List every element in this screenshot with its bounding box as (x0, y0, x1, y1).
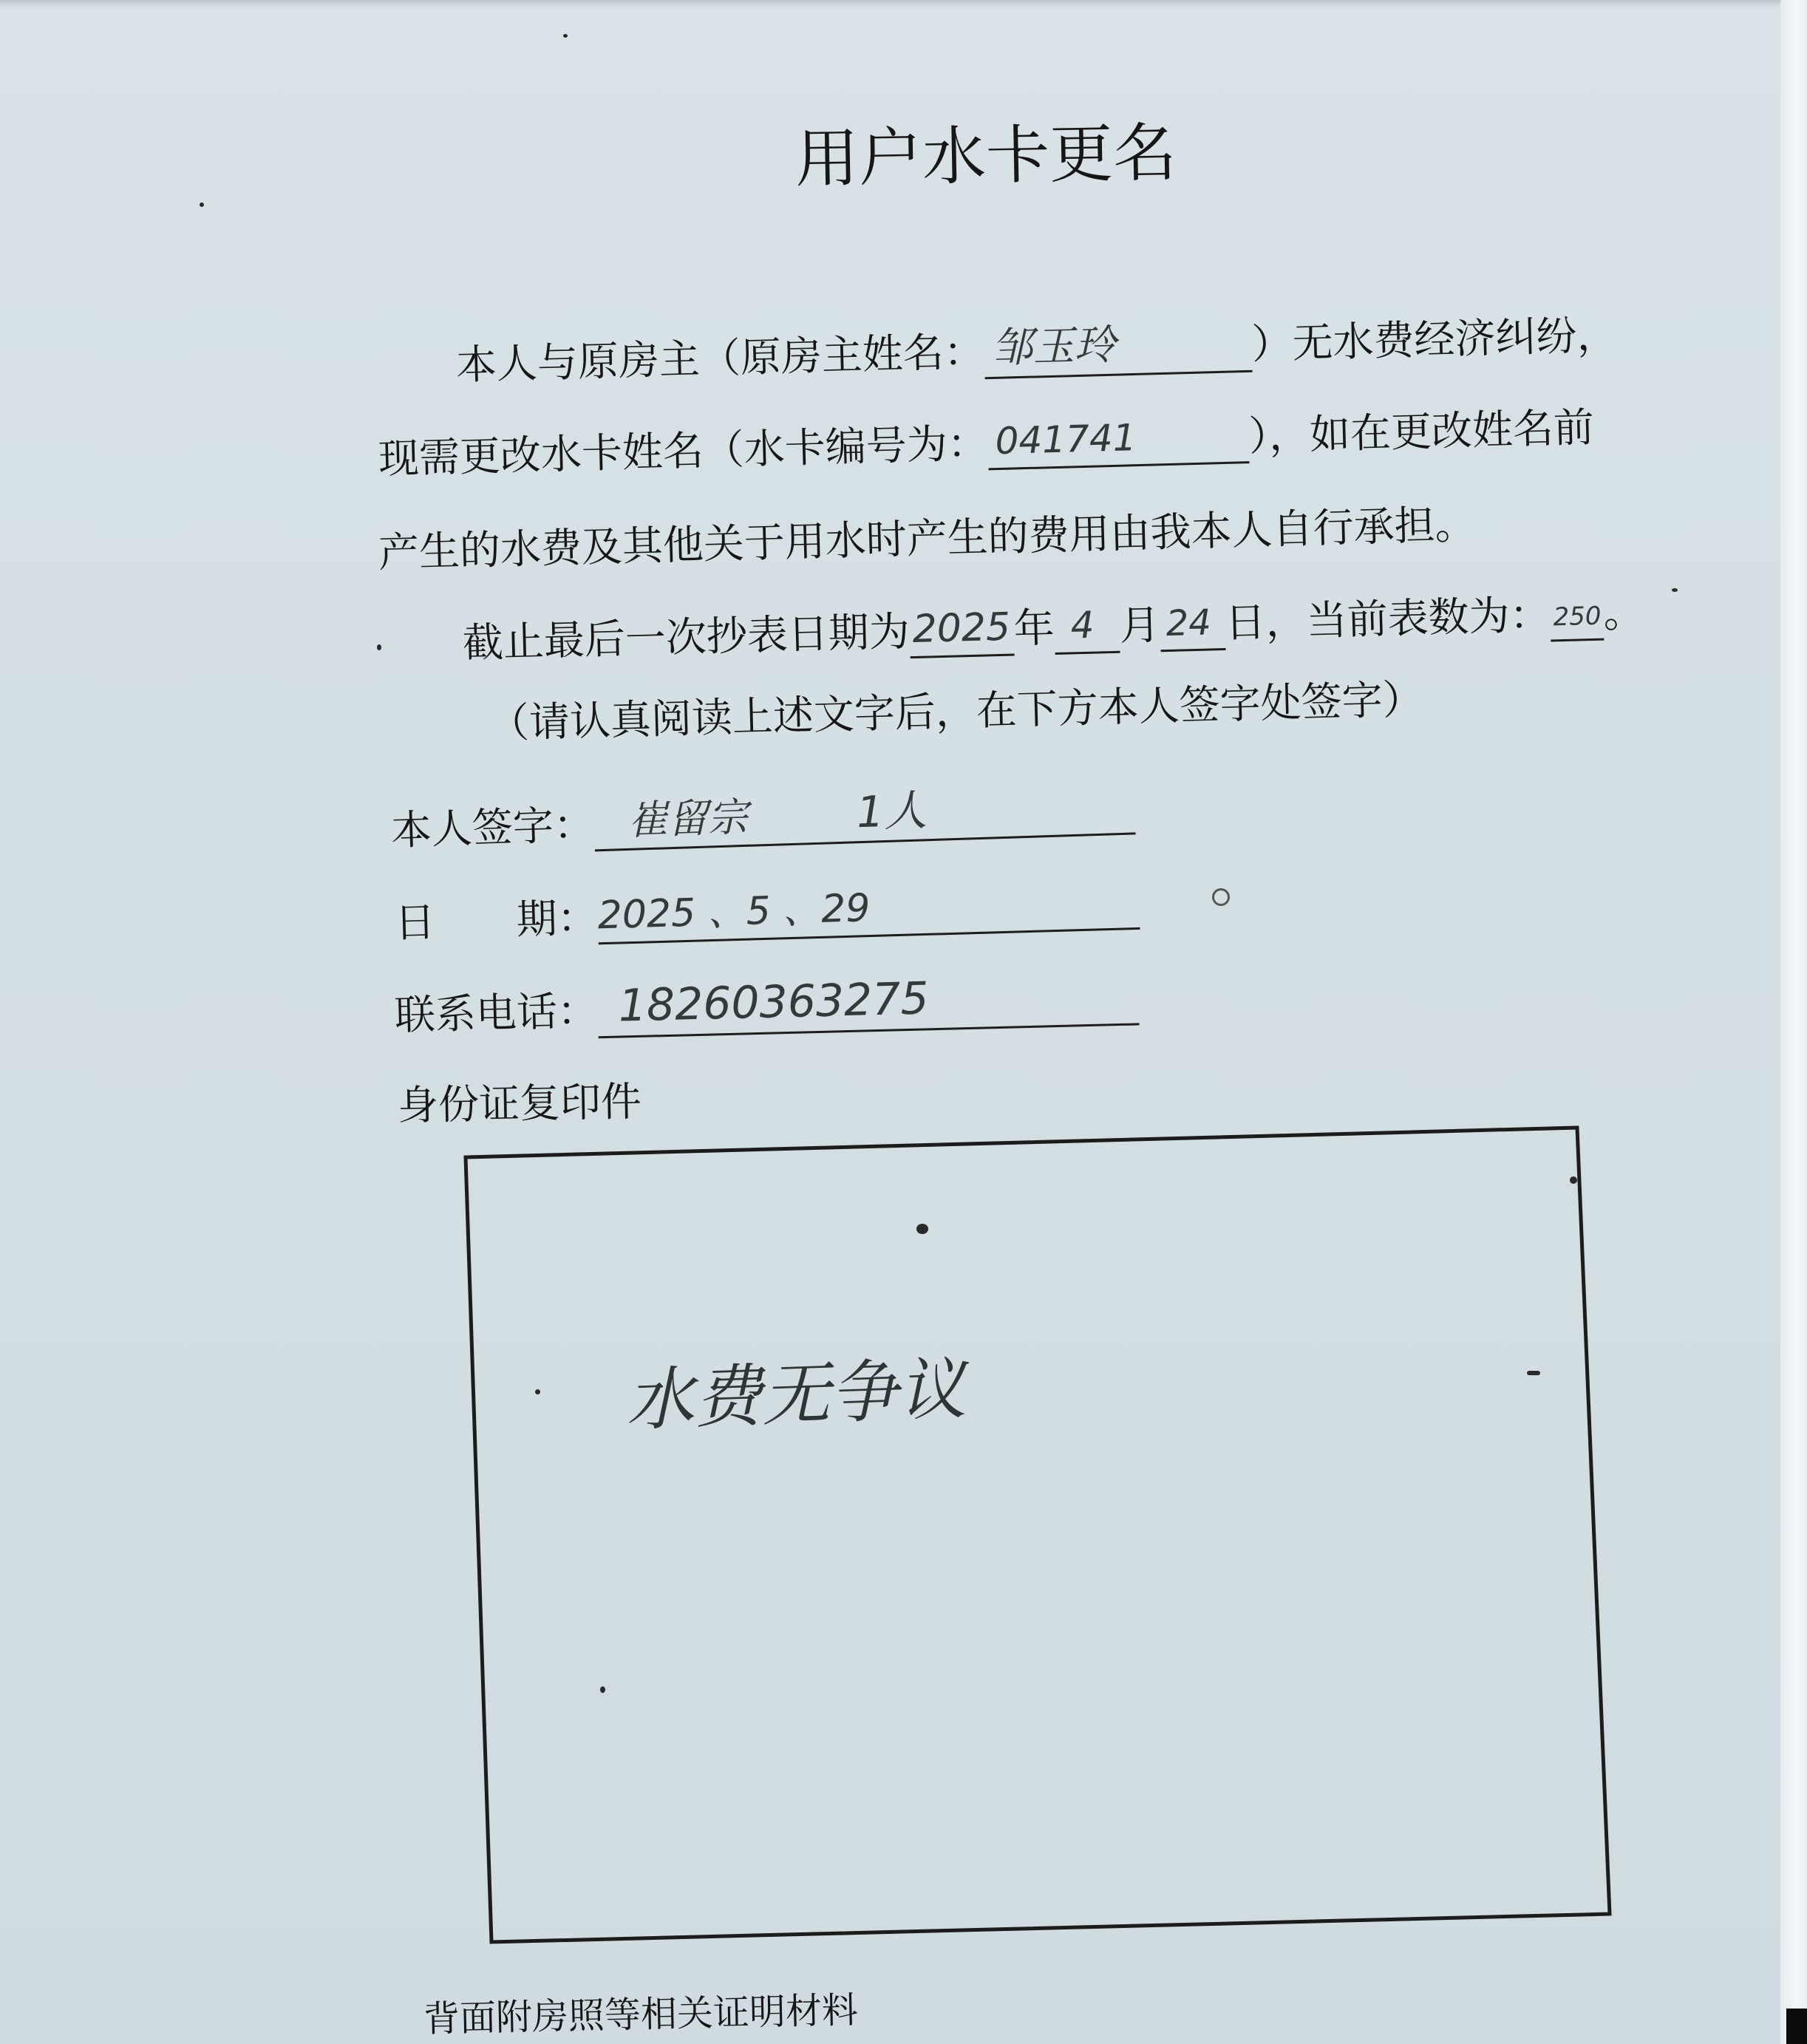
signature-mark: 1人 (855, 785, 928, 838)
line-3-text: 产生的水费及其他关于用水时产生的费用由我本人自行承担。 (378, 500, 1477, 576)
phone-label: 联系电话： (394, 987, 599, 1039)
water-card-number: 041741 (994, 416, 1137, 463)
month-label: 月 (1118, 601, 1161, 650)
signature-label: 本人签字： (389, 800, 595, 854)
line-2-prefix: 现需更改水卡姓名（水卡编号为： (378, 419, 989, 483)
reading-year-blank (909, 604, 1015, 658)
phone-value: 18260363275 (617, 972, 930, 1032)
date-value: 2025 、5 、29 (596, 886, 871, 938)
speck (1212, 888, 1230, 906)
original-owner-name-blank (984, 321, 1253, 379)
document-title: 用户水卡更名 (794, 116, 1177, 197)
line-2-suffix: ），如在更改姓名前 (1248, 403, 1595, 460)
speck (377, 644, 381, 650)
line-4-prefix: 截止最后一次抄表日期为 (462, 607, 911, 667)
id-copy-label: 身份证复印件 (397, 1077, 642, 1129)
speck (916, 1224, 928, 1234)
signature: 崔留宗 (627, 793, 749, 844)
speck (535, 1389, 540, 1394)
speck (1527, 1371, 1540, 1375)
line-1-suffix: ）无水费经济纠纷， (1250, 310, 1619, 368)
reading-month-blank (1054, 603, 1120, 655)
footer-note: 背面附房照等相关证明材料 (423, 1989, 859, 2040)
meter-reading: 250 (1553, 601, 1602, 633)
id-copy-row (397, 1076, 642, 1131)
reading-day: 24 (1165, 602, 1212, 645)
reading-day-blank (1160, 603, 1226, 652)
line-4-end: 。 (1602, 588, 1645, 637)
speck (200, 202, 204, 207)
line-4-mid: 日，当前表数为： (1224, 590, 1551, 647)
water-card-number-blank (987, 416, 1250, 470)
speck (1672, 588, 1678, 592)
date-label: 日 期： (394, 893, 599, 947)
speck (600, 1686, 605, 1693)
instruction-text: （请认真阅读上述文字后，在下方本人签字处签字） (488, 675, 1424, 747)
line-1-prefix: 本人与原房主（原房主姓名： (455, 327, 985, 389)
speck (1570, 1176, 1577, 1184)
original-owner-name: 邹玉玲 (990, 321, 1117, 373)
reading-month: 4 (1069, 603, 1095, 647)
reading-year: 2025 (911, 604, 1011, 653)
speck (563, 34, 568, 38)
id-copy-note: 水费无争议 (625, 1349, 967, 1440)
year-label: 年 (1013, 604, 1055, 653)
meter-reading-blank (1550, 593, 1604, 642)
